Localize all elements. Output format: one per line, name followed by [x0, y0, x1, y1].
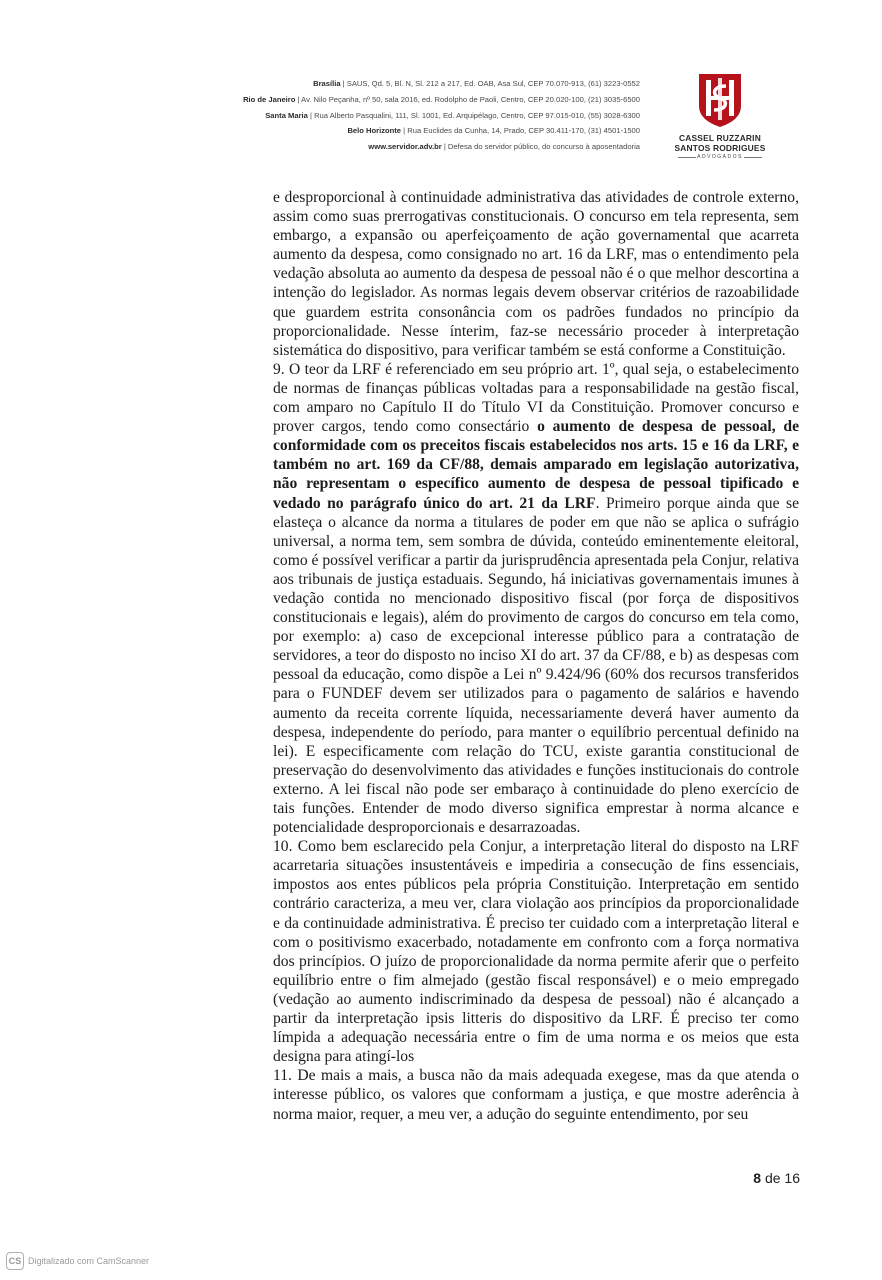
firm-name-line2: SANTOS RODRIGUES	[674, 143, 766, 153]
camscanner-icon: CS	[6, 1252, 24, 1270]
letterhead-line-rio: Rio de Janeiro | Av. Nilo Peçanha, nº 50, sala 2016, ed. Rodolpho de Paoli, Centro, CEP 20.020-100, (21) 3035-6500	[243, 94, 640, 104]
paragraph-9-emphasis: o aumento de despesa de pessoal, de conformidade com os preceitos fiscais estabelecidos nos arts. 15 e 16 da LRF, e também no art. 169 da CF/88, demais amparado em legislação autorizativa, não representam o específico aumento de despesa de pessoal tipificado e vedado no parágrafo único do art. 21 da LRF	[273, 418, 799, 512]
paragraph-10: 10. Como bem esclarecido pela Conjur, a interpretação literal do disposto na LRF acarretaria situações insustentáveis e impediria a consecução de fins essenciais, impostos aos entes públicos pela própria Constituição. Interpretação em sentido contrário caracteriza, a meu ver, clara violação aos princípios da proporcionalidade e da continuidade administrativa. É preciso ter cuidado com a interpretação literal e com o positivismo exacerbado, notadamente em confronto com a força normativa dos princípios. O juízo de proporcionalidade da norma permite aferir que o perfeito equilíbrio entre o fim almejado (gestão fiscal responsável) e o meio empregado (vedação ao aumento indiscriminado da despesa de pessoal) não é alcançado a partir da interpretação ipsis litteris do dispositivo da LRF. É preciso ter como límpida a adequação necessária entre o fim de uma norma e os meios que esta designa para atingí-los	[273, 838, 799, 1066]
firm-name-line1: CASSEL RUZZARIN	[679, 133, 761, 143]
letterhead-line-website: www.servidor.adv.br | Defesa do servidor público, do concurso à aposentadoria	[368, 142, 640, 152]
paragraph-9: 9. O teor da LRF é referenciado em seu próprio art. 1º, qual seja, o estabelecimento de normas de finanças públicas voltadas para a responsabilidade na gestão fiscal, com amparo no Capítulo II do Título VI da Constituição. Promover concurso e prover cargos, tendo como consectário o aumento de despesa de pessoal, de conformidade com os preceitos fiscais estabelecidos nos arts. 15 e 16 da LRF, e também no art. 169 da CF/88, demais amparado em legislação autorizativa, não representam o específico aumento de despesa de pessoal tipificado e vedado no parágrafo único do art. 21 da LRF. Primeiro porque ainda que se elasteça o alcance da norma a titulares de poder em que não se aplica o sufrágio universal, a norma tem, sem sombra de dúvida, conteúdo eminentemente eleitoral, como é possível verificar a partir da jurisprudência apresentada pela Conjur, relativa aos tribunais de justiça estaduais. Segundo, há iniciativas governamentais imunes à vedação contida no mencionado dispositivo fiscal (por força de dispositivos constitucionais e legais), além do provimento de cargos do concurso em tela como, por exemplo: a) caso de excepcional interesse público para a contratação de servidores, a teor do disposto no inciso XI do art. 37 da CF/88, e b) as despesas com pessoal da educação, como dispõe a Lei nº 9.424/96 (60% dos recursos transferidos para o FUNDEF devem ser utilizados para o pagamento de salários e havendo aumento da receita corrente líquida, necessariamente deverá haver aumento da despesa, independente do período, para manter o equilíbrio percentual definido na lei). E especificamente com relação do TCU, existe garantia constitucional de preservação do desenvolvimento das atividades e funções institucionais do controle externo. A lei fiscal não pode ser embaraço à continuidade do pleno exercício de tais funções. Entender de modo diverso significa emprestar à norma alcance e potencialidade desproporcionais e desarrazoadas.	[273, 360, 799, 837]
letterhead-line-brasilia: Brasília | SAUS, Qd. 5, Bl. N, Sl. 212 a 217, Ed. OAB, Asa Sul, CEP 70.070-913, (61) 3223-0552	[313, 79, 640, 88]
scanner-watermark	[6, 1252, 149, 1270]
page-number: 8 de 16	[753, 1170, 800, 1186]
firm-emblem-icon	[697, 72, 743, 128]
document-body	[273, 188, 799, 1124]
letterhead	[150, 76, 640, 155]
paragraph-11: 11. De mais a mais, a busca não da mais adequada exegese, mas da que atenda o interesse público, os valores que conformam a justiça, e que mostre aderência à norma maior, requer, a meu ver, a adução do seguinte entendimento, por seu	[273, 1067, 799, 1123]
firm-logo	[670, 72, 770, 161]
letterhead-line-belo-horizonte: Belo Horizonte | Rua Euclides da Cunha, 14, Prado, CEP 30.411-170, (31) 4501-1500	[347, 126, 640, 136]
watermark-text: Digitalizado com CamScanner	[28, 1256, 150, 1266]
paragraph-intro: e desproporcional à continuidade administrativa das atividades de controle externo, assim como suas prerrogativas constitucionais. O concurso em tela representa, sem embargo, a expansão ou aperfeiçoamento de ação governamental que acarreta aumento da despesa, como consignado no art. 16 da LRF, mas o entendimento pela vedação absoluta ao aumento da despesa de pessoal não é o que melhor descortina a intenção do legislador. As normas legais devem observar critérios de razoabilidade que guardem estrita consonância com os padrões fundados no princípio da proporcionalidade. Nesse ínterim, faz-se necessário proceder à interpretação sistemática do dispositivo, para verificar também se está conforme a Constituição.	[273, 189, 799, 359]
firm-name-line3: ADVOGADOS	[678, 154, 762, 161]
letterhead-line-santa-maria: Santa Maria | Rua Alberto Pasqualini, 111, Sl. 1001, Ed. Arquipélago, Centro, CEP 97.015-010, (55) 3028-6300	[265, 110, 640, 120]
